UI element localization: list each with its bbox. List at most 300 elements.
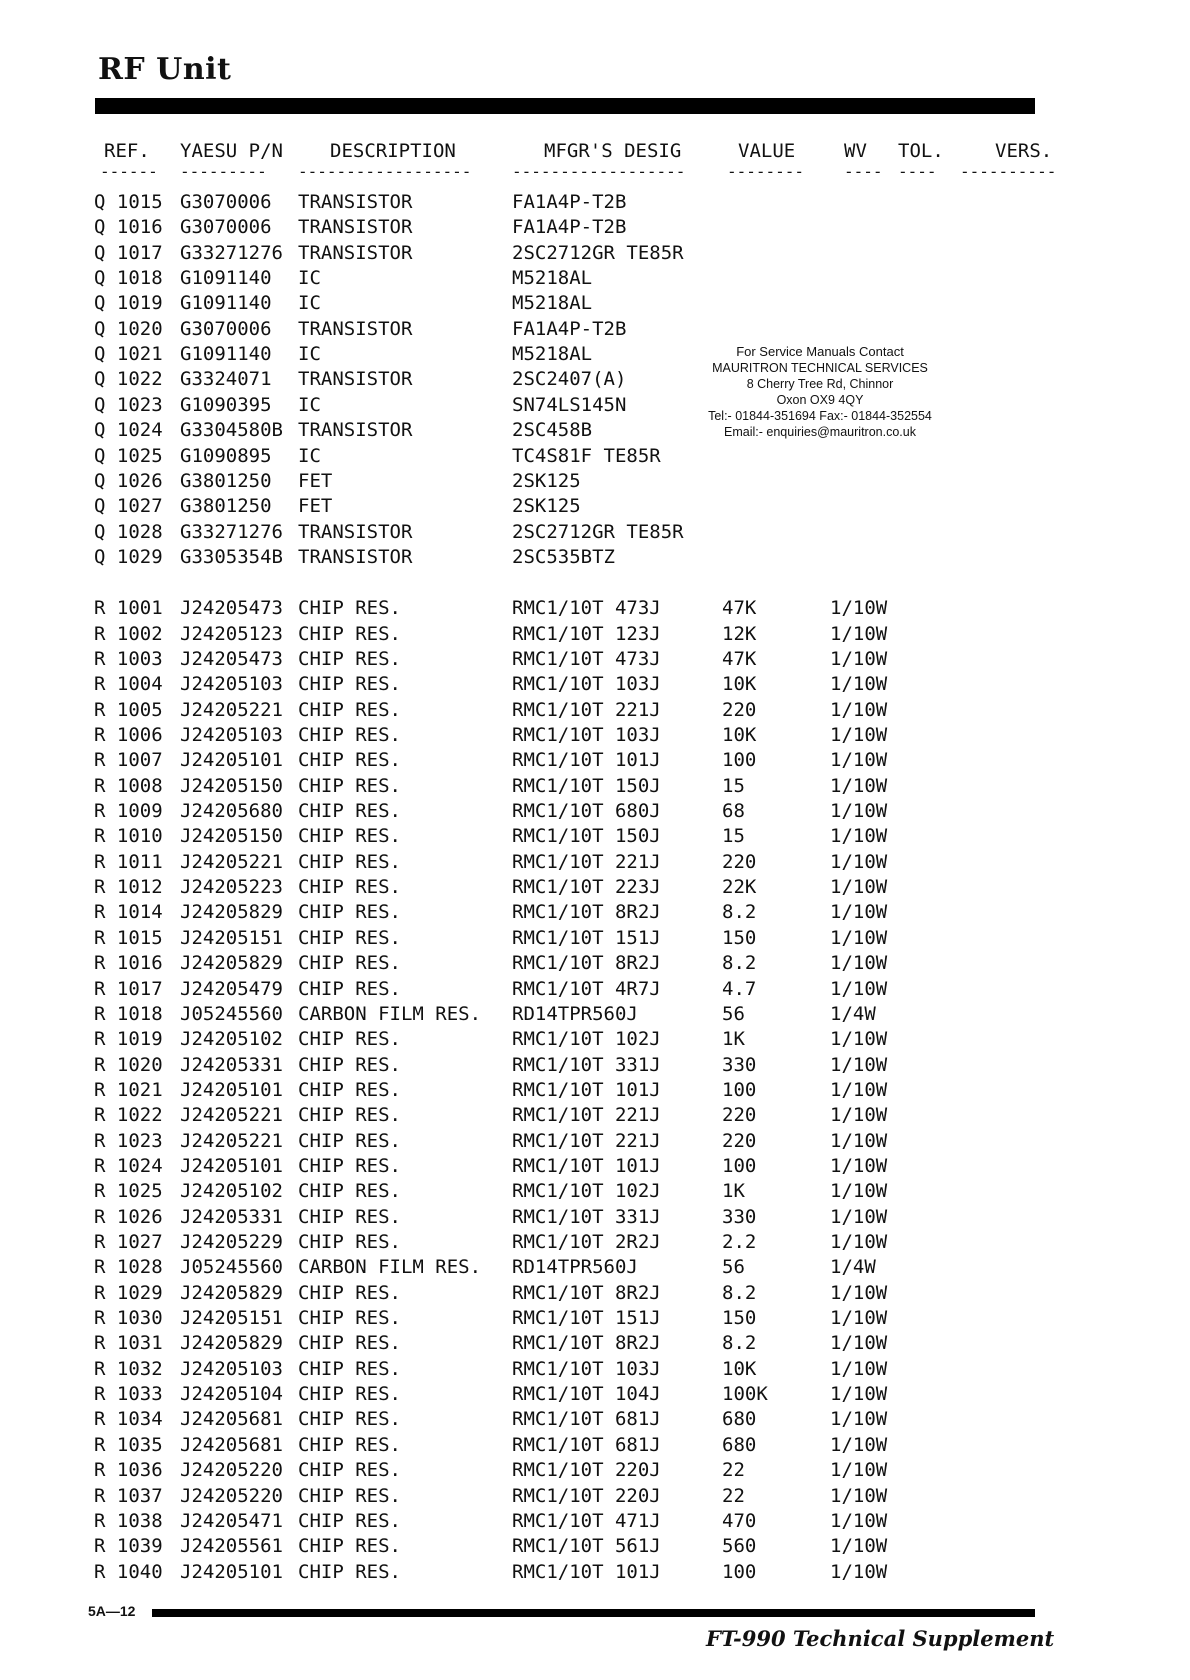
- cell-wv: 1/10W: [830, 1281, 888, 1304]
- cell-ref: R 1033: [94, 1383, 163, 1406]
- cell-value: 680: [722, 1433, 757, 1456]
- cell-ref: Q 1016: [94, 216, 163, 239]
- cell-pn: J24205829: [180, 1281, 283, 1304]
- cell-pn: J24205829: [180, 901, 283, 924]
- cell-wv: 1/10W: [830, 1231, 888, 1253]
- cell-ref: R 1002: [94, 622, 163, 645]
- cell-desc: CHIP RES.: [298, 1484, 401, 1507]
- cell-value: 68: [722, 800, 745, 823]
- cell-ref: Q 1024: [94, 419, 163, 442]
- cell-ref: R 1037: [94, 1484, 163, 1507]
- cell-value: 2.2: [722, 1231, 757, 1253]
- cell-pn: J24205331: [180, 1053, 283, 1076]
- cell-ref: R 1007: [94, 749, 163, 772]
- cell-mfgr: RMC1/10T 8R2J: [512, 952, 661, 975]
- cell-desc: TRANSISTOR: [298, 419, 413, 442]
- cell-pn: J24205104: [180, 1383, 283, 1406]
- table-row: [0, 367, 1190, 392]
- cell-pn: J24205331: [180, 1205, 283, 1228]
- cell-ref: R 1035: [94, 1433, 163, 1456]
- cell-pn: J24205102: [180, 1028, 283, 1051]
- cell-wv: 1/10W: [830, 1484, 888, 1507]
- cell-value: 220: [722, 698, 757, 721]
- cell-wv: 1/10W: [830, 1078, 888, 1101]
- cell-value: 22K: [722, 876, 757, 899]
- cell-pn: J05245560: [180, 1256, 283, 1279]
- cell-mfgr: RMC1/10T 101J: [512, 1154, 661, 1177]
- cell-pn: J24205681: [180, 1408, 283, 1431]
- cell-desc: TRANSISTOR: [298, 520, 413, 543]
- cell-pn: J24205101: [180, 749, 283, 772]
- cell-desc: CHIP RES.: [298, 647, 401, 670]
- cell-mfgr: RMC1/10T 223J: [512, 876, 661, 899]
- cell-value: 560: [722, 1535, 757, 1558]
- cell-desc: CHIP RES.: [298, 850, 401, 873]
- cell-ref: R 1020: [94, 1053, 163, 1076]
- cell-value: 150: [722, 926, 757, 949]
- cell-pn: G1091140: [180, 267, 272, 290]
- cell-ref: R 1022: [94, 1104, 163, 1127]
- cell-ref: R 1003: [94, 647, 163, 670]
- cell-ref: R 1006: [94, 724, 163, 746]
- cell-pn: J24205150: [180, 825, 283, 848]
- cell-desc: CHIP RES.: [298, 800, 401, 823]
- table-row: [0, 494, 1190, 519]
- cell-mfgr: RMC1/10T 8R2J: [512, 1281, 661, 1304]
- cell-mfgr: 2SC535BTZ: [512, 545, 615, 568]
- cell-desc: CHIP RES.: [298, 1433, 401, 1456]
- cell-wv: 1/10W: [830, 774, 888, 797]
- col-header-wv: WV: [844, 140, 867, 162]
- cell-value: 10K: [722, 724, 757, 746]
- cell-ref: Q 1026: [94, 469, 163, 492]
- cell-wv: 1/4W: [830, 1256, 876, 1279]
- cell-value: 100: [722, 749, 757, 772]
- table-row: [0, 723, 1190, 748]
- cell-desc: CHIP RES.: [298, 597, 401, 620]
- cell-wv: 1/10W: [830, 1459, 888, 1482]
- cell-value: 47K: [722, 647, 757, 670]
- cell-pn: G3801250: [180, 495, 272, 518]
- cell-pn: J24205123: [180, 622, 283, 645]
- cell-wv: 1/10W: [830, 1180, 888, 1203]
- cell-desc: IC: [298, 292, 321, 315]
- cell-mfgr: RD14TPR560J: [512, 1256, 638, 1279]
- col-header-vers: VERS.: [995, 140, 1053, 162]
- notice-line-1: For Service Manuals Contact: [736, 344, 904, 359]
- cell-wv: 1/10W: [830, 800, 888, 823]
- cell-pn: J24205101: [180, 1560, 283, 1583]
- cell-pn: G33271276: [180, 241, 283, 264]
- cell-mfgr: RMC1/10T 220J: [512, 1459, 661, 1482]
- cell-ref: R 1019: [94, 1028, 163, 1051]
- cell-pn: J24205102: [180, 1180, 283, 1203]
- cell-desc: CHIP RES.: [298, 825, 401, 848]
- cell-value: 150: [722, 1307, 757, 1330]
- cell-ref: R 1016: [94, 952, 163, 975]
- cell-value: 22: [722, 1459, 745, 1482]
- table-row: [0, 875, 1190, 900]
- cell-mfgr: RMC1/10T 8R2J: [512, 901, 661, 924]
- cell-mfgr: RMC1/10T 104J: [512, 1383, 661, 1406]
- cell-mfgr: SN74LS145N: [512, 393, 627, 416]
- table-row: [0, 469, 1190, 494]
- cell-desc: TRANSISTOR: [298, 241, 413, 264]
- cell-desc: CHIP RES.: [298, 876, 401, 899]
- cell-pn: G3305354B: [180, 545, 283, 568]
- table-row: [0, 215, 1190, 240]
- cell-ref: Q 1028: [94, 520, 163, 543]
- table-row: [0, 774, 1190, 799]
- service-notice: [700, 344, 940, 440]
- table-row: [0, 444, 1190, 469]
- cell-ref: R 1029: [94, 1281, 163, 1304]
- cell-mfgr: RMC1/10T 151J: [512, 1307, 661, 1330]
- cell-wv: 1/10W: [830, 1028, 888, 1051]
- cell-desc: CHIP RES.: [298, 749, 401, 772]
- cell-desc: CHIP RES.: [298, 977, 401, 1000]
- cell-ref: R 1036: [94, 1459, 163, 1482]
- table-row: [0, 799, 1190, 824]
- cell-value: 100K: [722, 1383, 768, 1406]
- cell-pn: J24205471: [180, 1509, 283, 1532]
- cell-ref: Q 1025: [94, 444, 163, 467]
- cell-wv: 1/10W: [830, 825, 888, 848]
- cell-ref: R 1017: [94, 977, 163, 1000]
- cell-value: 100: [722, 1560, 757, 1583]
- cell-wv: 1/10W: [830, 926, 888, 949]
- cell-pn: J24205151: [180, 926, 283, 949]
- table-row: [0, 190, 1190, 215]
- cell-pn: J24205150: [180, 774, 283, 797]
- cell-mfgr: 2SC2712GR TE85R: [512, 241, 684, 264]
- table-row: [0, 1179, 1190, 1204]
- cell-pn: G3324071: [180, 368, 272, 391]
- table-row: [0, 1306, 1190, 1331]
- col-header-tol: TOL.: [898, 140, 944, 162]
- table-row: [0, 926, 1190, 951]
- cell-wv: 1/10W: [830, 1408, 888, 1431]
- cell-ref: R 1015: [94, 926, 163, 949]
- cell-ref: R 1008: [94, 774, 163, 797]
- cell-mfgr: RMC1/10T 331J: [512, 1053, 661, 1076]
- table-row: [0, 900, 1190, 925]
- col-header-desc: DESCRIPTION: [330, 140, 456, 162]
- cell-pn: J24205829: [180, 952, 283, 975]
- cell-pn: G3070006: [180, 191, 272, 213]
- cell-desc: CHIP RES.: [298, 1383, 401, 1406]
- cell-desc: TRANSISTOR: [298, 317, 413, 340]
- table-row: [0, 1509, 1190, 1534]
- cell-ref: R 1034: [94, 1408, 163, 1431]
- cell-pn: J24205681: [180, 1433, 283, 1456]
- header-rule: [95, 98, 1035, 114]
- cell-desc: CHIP RES.: [298, 1205, 401, 1228]
- cell-mfgr: RMC1/10T 471J: [512, 1509, 661, 1532]
- cell-mfgr: RMC1/10T 101J: [512, 749, 661, 772]
- cell-desc: CHIP RES.: [298, 673, 401, 696]
- cell-desc: CHIP RES.: [298, 724, 401, 746]
- cell-desc: CHIP RES.: [298, 698, 401, 721]
- table-row: [0, 622, 1190, 647]
- cell-value: 8.2: [722, 1281, 757, 1304]
- cell-desc: TRANSISTOR: [298, 368, 413, 391]
- notice-line-5: Tel:- 01844-351694 Fax:- 01844-352554: [708, 409, 932, 423]
- table-row: [0, 1331, 1190, 1356]
- cell-mfgr: RMC1/10T 473J: [512, 647, 661, 670]
- cell-desc: CHIP RES.: [298, 1560, 401, 1583]
- dash-desc: ------------------: [298, 166, 472, 178]
- cell-mfgr: RMC1/10T 561J: [512, 1535, 661, 1558]
- table-row: [0, 418, 1190, 443]
- cell-wv: 1/10W: [830, 1307, 888, 1330]
- table-row: [0, 1560, 1190, 1585]
- table-row: [0, 266, 1190, 291]
- cell-mfgr: 2SC2407(A): [512, 368, 627, 391]
- table-row: [0, 1281, 1190, 1306]
- cell-desc: CHIP RES.: [298, 1408, 401, 1431]
- cell-mfgr: RMC1/10T 680J: [512, 800, 661, 823]
- cell-pn: G3801250: [180, 469, 272, 492]
- col-header-pn: YAESU P/N: [180, 140, 283, 162]
- col-header-mfgr: MFGR'S DESIG: [544, 140, 682, 162]
- cell-ref: Q 1027: [94, 495, 163, 518]
- notice-line-3: 8 Cherry Tree Rd, Chinnor: [746, 377, 894, 391]
- cell-value: 8.2: [722, 1332, 757, 1355]
- cell-wv: 1/10W: [830, 622, 888, 645]
- footer-title: FT-990 Technical Supplement: [706, 1626, 1055, 1651]
- cell-ref: Q 1015: [94, 191, 163, 213]
- cell-ref: R 1011: [94, 850, 163, 873]
- table-row: [0, 1103, 1190, 1128]
- cell-desc: IC: [298, 393, 321, 416]
- cell-wv: 1/10W: [830, 673, 888, 696]
- cell-ref: Q 1017: [94, 241, 163, 264]
- cell-desc: TRANSISTOR: [298, 216, 413, 239]
- table-row: [0, 1357, 1190, 1382]
- cell-wv: 1/10W: [830, 1129, 888, 1152]
- cell-mfgr: RMC1/10T 102J: [512, 1180, 661, 1203]
- notice-line-2: MAURITRON TECHNICAL SERVICES: [712, 361, 928, 375]
- cell-mfgr: FA1A4P-T2B: [512, 216, 627, 239]
- cell-mfgr: RMC1/10T 221J: [512, 698, 661, 721]
- cell-mfgr: RD14TPR560J: [512, 1002, 638, 1025]
- cell-mfgr: 2SC458B: [512, 419, 593, 442]
- cell-desc: FET: [298, 469, 333, 492]
- table-row: [0, 1002, 1190, 1027]
- cell-wv: 1/10W: [830, 1053, 888, 1076]
- cell-mfgr: 2SK125: [512, 469, 581, 492]
- cell-pn: J05245560: [180, 1002, 283, 1025]
- cell-mfgr: RMC1/10T 103J: [512, 1357, 661, 1380]
- table-row: [0, 748, 1190, 773]
- cell-wv: 1/10W: [830, 1383, 888, 1406]
- cell-mfgr: RMC1/10T 8R2J: [512, 1332, 661, 1355]
- table-row: [0, 1534, 1190, 1559]
- cell-mfgr: RMC1/10T 101J: [512, 1078, 661, 1101]
- cell-ref: R 1024: [94, 1154, 163, 1177]
- cell-pn: J24205223: [180, 876, 283, 899]
- table-row: [0, 824, 1190, 849]
- cell-ref: R 1004: [94, 673, 163, 696]
- cell-value: 1K: [722, 1180, 745, 1203]
- cell-value: 330: [722, 1053, 757, 1076]
- cell-ref: R 1028: [94, 1256, 163, 1279]
- cell-value: 47K: [722, 597, 757, 620]
- table-row: [0, 241, 1190, 266]
- cell-mfgr: RMC1/10T 123J: [512, 622, 661, 645]
- cell-ref: R 1040: [94, 1560, 163, 1583]
- cell-ref: R 1018: [94, 1002, 163, 1025]
- cell-desc: TRANSISTOR: [298, 191, 413, 213]
- cell-desc: CHIP RES.: [298, 1332, 401, 1355]
- cell-mfgr: RMC1/10T 103J: [512, 673, 661, 696]
- cell-desc: CHIP RES.: [298, 1535, 401, 1558]
- cell-pn: J24205101: [180, 1154, 283, 1177]
- cell-wv: 1/10W: [830, 647, 888, 670]
- table-row: [0, 317, 1190, 342]
- cell-ref: R 1023: [94, 1129, 163, 1152]
- cell-ref: R 1030: [94, 1307, 163, 1330]
- cell-pn: G1090895: [180, 444, 272, 467]
- cell-wv: 1/10W: [830, 850, 888, 873]
- cell-pn: J24205473: [180, 647, 283, 670]
- cell-desc: CHIP RES.: [298, 1180, 401, 1203]
- cell-desc: CHIP RES.: [298, 1104, 401, 1127]
- cell-pn: J24205561: [180, 1535, 283, 1558]
- cell-pn: G1090395: [180, 393, 272, 416]
- cell-ref: R 1009: [94, 800, 163, 823]
- col-header-ref: REF.: [104, 140, 150, 162]
- cell-mfgr: RMC1/10T 150J: [512, 774, 661, 797]
- table-row: [0, 393, 1190, 418]
- cell-desc: CHIP RES.: [298, 1231, 401, 1253]
- cell-wv: 1/10W: [830, 1433, 888, 1456]
- cell-desc: CHIP RES.: [298, 1028, 401, 1051]
- table-row: [0, 1205, 1190, 1230]
- cell-pn: J24205680: [180, 800, 283, 823]
- page-number: 5A—12: [88, 1603, 136, 1619]
- table-row: [0, 1484, 1190, 1509]
- cell-ref: Q 1020: [94, 317, 163, 340]
- table-row: [0, 596, 1190, 621]
- dash-vers: ----------: [960, 166, 1057, 178]
- table-row: [0, 1230, 1190, 1255]
- cell-pn: J24205151: [180, 1307, 283, 1330]
- cell-pn: J24205221: [180, 1129, 283, 1152]
- cell-value: 220: [722, 1129, 757, 1152]
- cell-desc: CHIP RES.: [298, 1357, 401, 1380]
- cell-value: 1K: [722, 1028, 745, 1051]
- cell-wv: 1/10W: [830, 876, 888, 899]
- cell-pn: J24205221: [180, 850, 283, 873]
- cell-mfgr: FA1A4P-T2B: [512, 191, 627, 213]
- cell-desc: IC: [298, 267, 321, 290]
- cell-desc: IC: [298, 444, 321, 467]
- cell-wv: 1/10W: [830, 1104, 888, 1127]
- cell-value: 100: [722, 1078, 757, 1101]
- cell-mfgr: RMC1/10T 473J: [512, 597, 661, 620]
- cell-mfgr: RMC1/10T 220J: [512, 1484, 661, 1507]
- cell-desc: CHIP RES.: [298, 926, 401, 949]
- cell-ref: R 1026: [94, 1205, 163, 1228]
- dash-tol: ----: [898, 166, 937, 178]
- cell-pn: J24205473: [180, 597, 283, 620]
- table-row: [0, 850, 1190, 875]
- cell-ref: R 1038: [94, 1509, 163, 1532]
- cell-wv: 1/10W: [830, 1205, 888, 1228]
- cell-value: 100: [722, 1154, 757, 1177]
- cell-pn: G1091140: [180, 343, 272, 366]
- cell-desc: CHIP RES.: [298, 1129, 401, 1152]
- table-row: [0, 647, 1190, 672]
- cell-mfgr: RMC1/10T 221J: [512, 850, 661, 873]
- col-header-value: VALUE: [738, 140, 796, 162]
- cell-ref: Q 1018: [94, 267, 163, 290]
- cell-wv: 1/10W: [830, 901, 888, 924]
- table-row: [0, 520, 1190, 545]
- table-row: [0, 545, 1190, 570]
- cell-mfgr: RMC1/10T 681J: [512, 1408, 661, 1431]
- table-row: [0, 1255, 1190, 1280]
- cell-ref: R 1010: [94, 825, 163, 848]
- cell-value: 220: [722, 850, 757, 873]
- table-row: [0, 1407, 1190, 1432]
- cell-wv: 1/10W: [830, 1154, 888, 1177]
- cell-wv: 1/10W: [830, 977, 888, 1000]
- cell-value: 220: [722, 1104, 757, 1127]
- notice-line-4: Oxon OX9 4QY: [776, 393, 864, 407]
- cell-desc: CHIP RES.: [298, 622, 401, 645]
- cell-ref: R 1001: [94, 597, 163, 620]
- cell-mfgr: RMC1/10T 151J: [512, 926, 661, 949]
- cell-ref: Q 1023: [94, 393, 163, 416]
- table-row: [0, 951, 1190, 976]
- table-row: [0, 1078, 1190, 1103]
- cell-ref: Q 1022: [94, 368, 163, 391]
- cell-ref: R 1025: [94, 1180, 163, 1203]
- cell-mfgr: 2SK125: [512, 495, 581, 518]
- cell-pn: J24205221: [180, 698, 283, 721]
- cell-wv: 1/10W: [830, 1332, 888, 1355]
- cell-pn: G3070006: [180, 317, 272, 340]
- cell-mfgr: RMC1/10T 150J: [512, 825, 661, 848]
- cell-value: 22: [722, 1484, 745, 1507]
- cell-pn: G1091140: [180, 292, 272, 315]
- cell-ref: R 1021: [94, 1078, 163, 1101]
- cell-value: 15: [722, 774, 745, 797]
- table-row: [0, 1154, 1190, 1179]
- cell-pn: J24205229: [180, 1231, 283, 1253]
- cell-mfgr: 2SC2712GR TE85R: [512, 520, 684, 543]
- cell-desc: CHIP RES.: [298, 952, 401, 975]
- table-row: [0, 1382, 1190, 1407]
- cell-pn: J24205221: [180, 1104, 283, 1127]
- cell-desc: CARBON FILM RES.: [298, 1002, 482, 1025]
- cell-mfgr: TC4S81F TE85R: [512, 444, 661, 467]
- cell-desc: CHIP RES.: [298, 1459, 401, 1482]
- cell-ref: R 1032: [94, 1357, 163, 1380]
- table-row: [0, 698, 1190, 723]
- cell-value: 680: [722, 1408, 757, 1431]
- cell-wv: 1/10W: [830, 597, 888, 620]
- table-row: [0, 291, 1190, 316]
- cell-value: 8.2: [722, 952, 757, 975]
- cell-desc: IC: [298, 343, 321, 366]
- cell-mfgr: RMC1/10T 103J: [512, 724, 661, 746]
- cell-desc: CHIP RES.: [298, 1154, 401, 1177]
- cell-pn: J24205220: [180, 1484, 283, 1507]
